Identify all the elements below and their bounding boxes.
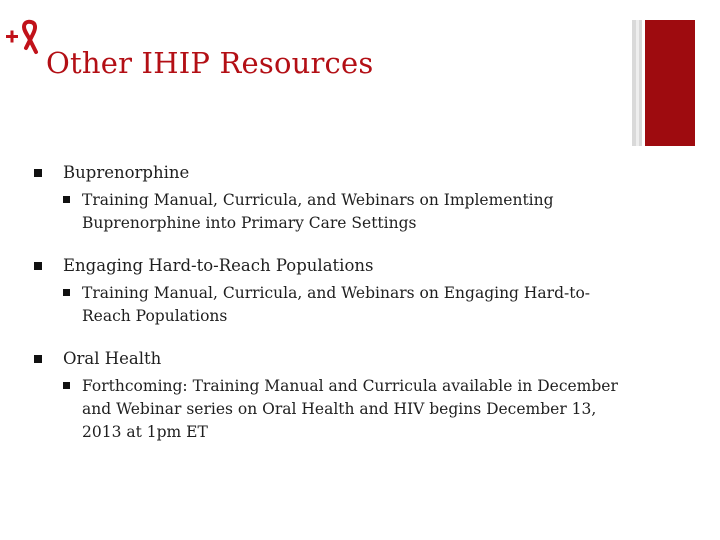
red-ribbon-plus-icon xyxy=(6,18,40,60)
resource-list xyxy=(34,162,634,464)
square-bullet-icon xyxy=(63,382,70,389)
list-item xyxy=(34,348,634,444)
page-title: Other IHIP Resources xyxy=(46,46,374,80)
square-bullet-icon xyxy=(34,355,42,363)
accent-bar-gray-highlight xyxy=(636,20,639,146)
list-subitem-text: Forthcoming: Training Manual and Curricula available in December and Webinar series on Oral Health and HIV begins December 13, 2013 at 1pm ET xyxy=(82,377,618,441)
list-item-heading xyxy=(34,255,634,277)
square-bullet-icon xyxy=(34,262,42,270)
list-subitem xyxy=(63,282,622,328)
list-subitem xyxy=(63,375,622,444)
list-item xyxy=(34,255,634,328)
list-subitem xyxy=(63,189,622,235)
list-item-label: Buprenorphine xyxy=(63,163,190,182)
square-bullet-icon xyxy=(34,169,42,177)
list-subitem-text: Training Manual, Curricula, and Webinars on Engaging Hard-to-Reach Populations xyxy=(82,284,591,325)
list-item-label: Engaging Hard-to-Reach Populations xyxy=(63,256,374,275)
list-item xyxy=(34,162,634,235)
list-item-heading xyxy=(34,162,634,184)
accent-bar-red xyxy=(645,20,695,146)
square-bullet-icon xyxy=(63,196,70,203)
square-bullet-icon xyxy=(63,289,70,296)
list-item-heading xyxy=(34,348,634,370)
list-item-label: Oral Health xyxy=(63,349,162,368)
list-subitem-text: Training Manual, Curricula, and Webinars on Implementing Buprenorphine into Primary Care Settings xyxy=(82,191,554,232)
